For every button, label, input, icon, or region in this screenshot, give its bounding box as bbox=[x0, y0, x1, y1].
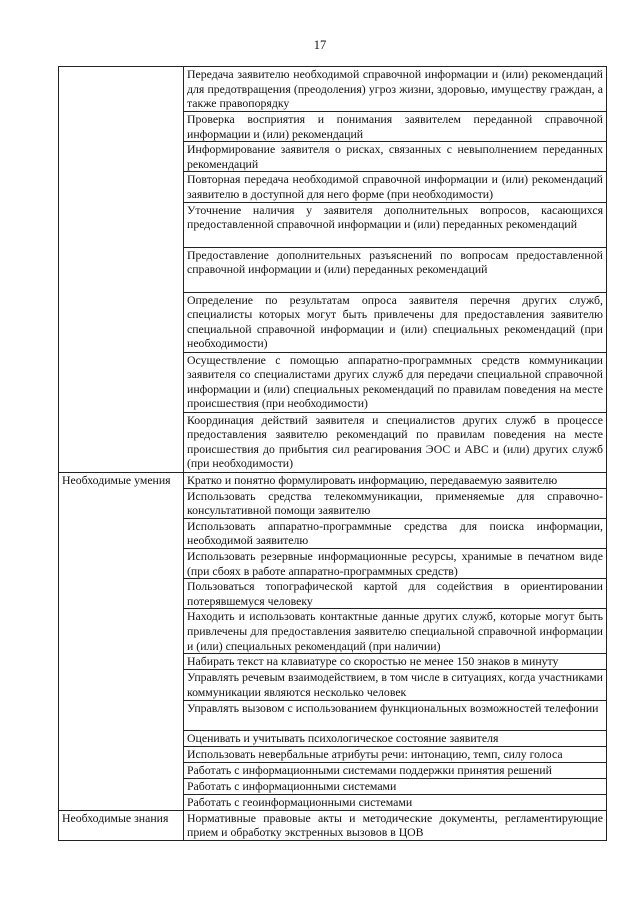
list-item: Предоставление дополнительных разъяснений по вопросам предоставленной справочной информации и (или) переданных рекомендаций bbox=[184, 247, 607, 292]
list-item: Координация действий заявителя и специалистов других служб в процессе предоставления заявителю рекомендаций по правилам поведения на месте происшествия до прибытия сил реагирования ЭОС и АВС и (или) других служб (при необходимости) bbox=[184, 412, 607, 472]
list-item: Работать с информационными системами bbox=[184, 778, 607, 794]
list-item: Использовать невербальные атрибуты речи: интонацию, темп, силу голоса bbox=[184, 746, 607, 762]
list-item: Работать с информационными системами поддержки принятия решений bbox=[184, 762, 607, 778]
list-item: Использовать резервные информационные ресурсы, хранимые в печатном виде (при сбоях в работе аппаратно-программных средств) bbox=[184, 548, 607, 578]
list-item: Определение по результатам опроса заявителя перечня других служб, специалисты которых могут быть привлечены для предоставления заявителю специальной справочной информации и (или) специальных рекомендаций (при необходимости) bbox=[184, 292, 607, 352]
list-item: Использовать средства телекоммуникации, применяемые для справочно-консультативной помощи заявителю bbox=[184, 488, 607, 518]
category-cell-knowledge: Необходимые знания bbox=[59, 810, 184, 840]
list-item: Управлять речевым взаимодействием, в том числе в ситуациях, когда участниками коммуникации являются несколько человек bbox=[184, 670, 607, 700]
list-item: Пользоваться топографической картой для содействия в ориентировании потерявшемуся человеку bbox=[184, 579, 607, 609]
category-cell-skills: Необходимые умения bbox=[59, 472, 184, 810]
list-item: Набирать текст на клавиатуре со скоростью не менее 150 знаков в минуту bbox=[184, 654, 607, 670]
page-number: 17 bbox=[313, 38, 327, 52]
table-row bbox=[59, 472, 607, 488]
table-row bbox=[59, 67, 607, 112]
table-row bbox=[59, 810, 607, 840]
list-item: Кратко и понятно формулировать информацию, передаваемую заявителю bbox=[184, 472, 607, 488]
list-item: Использовать аппаратно-программные средства для поиска информации, необходимой заявителю bbox=[184, 518, 607, 548]
list-item: Находить и использовать контактные данные других служб, которые могут быть привлечены для предоставления заявителю специальной справочной информации и (или) специальных рекомендаций (при наличии) bbox=[184, 609, 607, 654]
list-item: Управлять вызовом с использованием функциональных возможностей телефонии bbox=[184, 700, 607, 730]
list-item: Проверка восприятия и понимания заявителем переданной справочной информации и (или) рекомендаций bbox=[184, 112, 607, 142]
list-item: Информирование заявителя о рисках, связанных с невыполнением переданных рекомендаций bbox=[184, 142, 607, 172]
list-item: Нормативные правовые акты и методические документы, регламентирующие прием и обработку экстренных вызовов в ЦОВ bbox=[184, 810, 607, 840]
list-item: Повторная передача необходимой справочной информации и (или) рекомендаций заявителю в доступной для него форме (при необходимости) bbox=[184, 172, 607, 202]
list-item: Осуществление с помощью аппаратно-программных средств коммуникации заявителя со специалистами других служб для передачи специальной справочной информации и (или) специальных рекомендаций по правилам поведения на месте происшествия (при необходимости) bbox=[184, 352, 607, 412]
list-item: Работать с геоинформационными системами bbox=[184, 794, 607, 810]
category-cell bbox=[59, 67, 184, 473]
list-item: Передача заявителю необходимой справочной информации и (или) рекомендаций для предотвращения (преодоления) угроз жизни, здоровью, имуществу граждан, а также правопорядку bbox=[184, 67, 607, 112]
specification-table bbox=[58, 66, 607, 841]
list-item: Уточнение наличия у заявителя дополнительных вопросов, касающихся предоставленной справочной информации и (или) переданных рекомендаций bbox=[184, 202, 607, 247]
list-item: Оценивать и учитывать психологическое состояние заявителя bbox=[184, 730, 607, 746]
